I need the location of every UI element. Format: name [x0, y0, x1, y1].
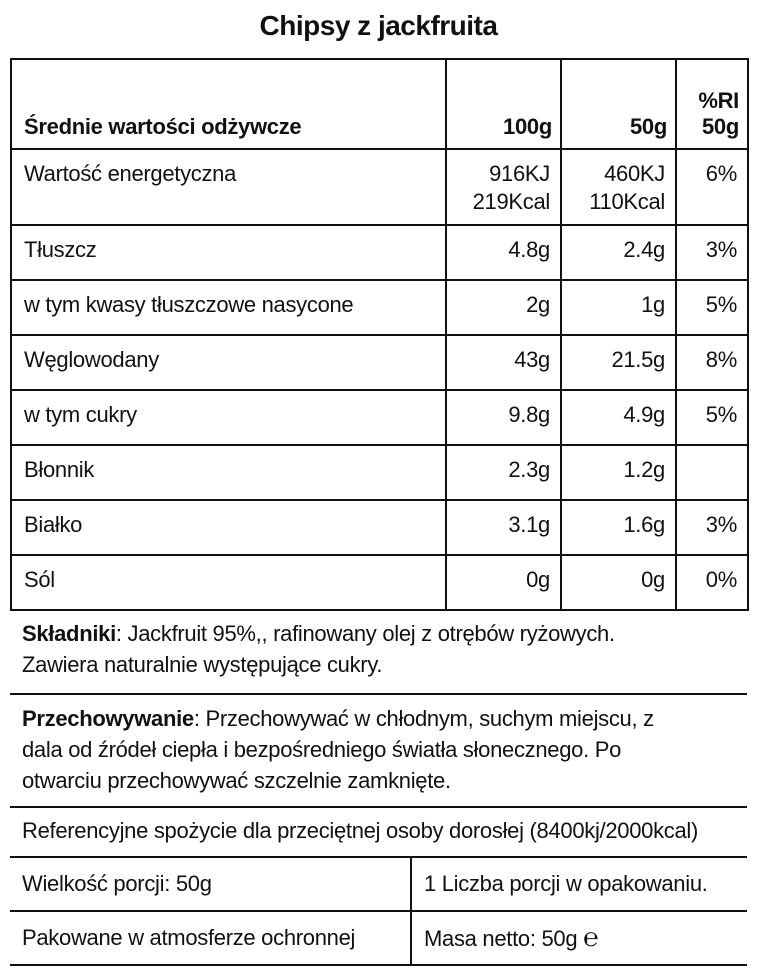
row-label: Wartość energetyczna — [11, 149, 446, 225]
reference-intake: Referencyjne spożycie dla przeciętnej osoby dorosłej (8400kj/2000kcal) — [22, 818, 699, 843]
storage-section — [10, 703, 747, 796]
footer-row — [10, 911, 747, 965]
footer-table — [10, 856, 747, 966]
row-label: Tłuszcz — [11, 225, 446, 280]
ingredients-text-line1: : Jackfruit 95%,, rafinowany olej z otrębów ryżowych. — [115, 621, 615, 646]
table-row — [11, 280, 748, 335]
storage-text-line3: otwarciu przechowywać szczelnie zamknięte. — [22, 768, 451, 793]
portions-count: 1 Liczba porcji w opakowaniu. — [411, 857, 747, 911]
row-value-ri: 5% — [676, 390, 748, 445]
storage-text-line2: dala od źródeł ciepła i bezpośredniego światła słonecznego. Po — [22, 737, 622, 762]
row-value-100g: 4.8g — [446, 225, 561, 280]
net-mass-cell — [411, 911, 747, 965]
net-mass: Masa netto: 50g — [424, 926, 578, 951]
nutrition-header-row — [11, 59, 748, 149]
table-row — [11, 390, 748, 445]
row-value-ri: 3% — [676, 225, 748, 280]
row-label: Białko — [11, 500, 446, 555]
row-label: Sól — [11, 555, 446, 610]
row-value-100g: 3.1g — [446, 500, 561, 555]
row-value-100g: 2g — [446, 280, 561, 335]
energy-kj-50g: 460KJ — [604, 161, 665, 186]
row-label: Błonnik — [11, 445, 446, 500]
energy-kj-100g: 916KJ — [489, 161, 550, 186]
nutrition-table — [10, 58, 749, 611]
row-value-100g — [446, 149, 561, 225]
row-value-ri: 0% — [676, 555, 748, 610]
row-value-50g: 2.4g — [561, 225, 676, 280]
table-row — [11, 555, 748, 610]
row-value-50g: 0g — [561, 555, 676, 610]
header-ri-line1: %RI — [698, 88, 739, 113]
ingredients-text-line2: Zawiera naturalnie występujące cukry. — [22, 652, 383, 677]
row-value-100g: 43g — [446, 335, 561, 390]
row-value-ri: 5% — [676, 280, 748, 335]
table-row — [11, 149, 748, 225]
row-label: w tym cukry — [11, 390, 446, 445]
divider — [10, 693, 747, 695]
product-title: Chipsy z jackfruita — [259, 10, 498, 41]
storage-text-line1: : Przechowywać w chłodnym, suchym miejscu, z — [193, 706, 654, 731]
estimated-sign-icon: ℮ — [583, 923, 599, 953]
energy-kcal-50g: 110Kcal — [589, 189, 665, 214]
ingredients-section — [10, 618, 747, 680]
row-label: Węglowodany — [11, 335, 446, 390]
row-value-ri: 3% — [676, 500, 748, 555]
header-ri-line2: 50g — [701, 114, 739, 139]
divider — [10, 806, 747, 808]
header-label: Średnie wartości odżywcze — [11, 59, 446, 149]
row-value-50g — [561, 149, 676, 225]
table-row — [11, 225, 748, 280]
row-value-100g: 0g — [446, 555, 561, 610]
portion-size: Wielkość porcji: 50g — [10, 857, 411, 911]
row-value-ri — [676, 445, 748, 500]
row-value-100g: 9.8g — [446, 390, 561, 445]
row-value-50g: 4.9g — [561, 390, 676, 445]
row-label: w tym kwasy tłuszczowe nasycone — [11, 280, 446, 335]
footer-row — [10, 857, 747, 911]
header-50g: 50g — [561, 59, 676, 149]
row-value-50g: 21.5g — [561, 335, 676, 390]
row-value-50g: 1.2g — [561, 445, 676, 500]
header-100g: 100g — [446, 59, 561, 149]
table-row — [11, 445, 748, 500]
row-value-50g: 1.6g — [561, 500, 676, 555]
ingredients-label: Składniki — [22, 621, 116, 646]
table-row — [11, 335, 748, 390]
header-ri — [676, 59, 748, 149]
row-value-ri: 6% — [676, 149, 748, 225]
energy-kcal-100g: 219Kcal — [472, 189, 550, 214]
row-value-ri: 8% — [676, 335, 748, 390]
table-row — [11, 500, 748, 555]
packaging-info: Pakowane w atmosferze ochronnej — [10, 911, 411, 965]
row-value-100g: 2.3g — [446, 445, 561, 500]
storage-label: Przechowywanie — [22, 706, 194, 731]
row-value-50g: 1g — [561, 280, 676, 335]
